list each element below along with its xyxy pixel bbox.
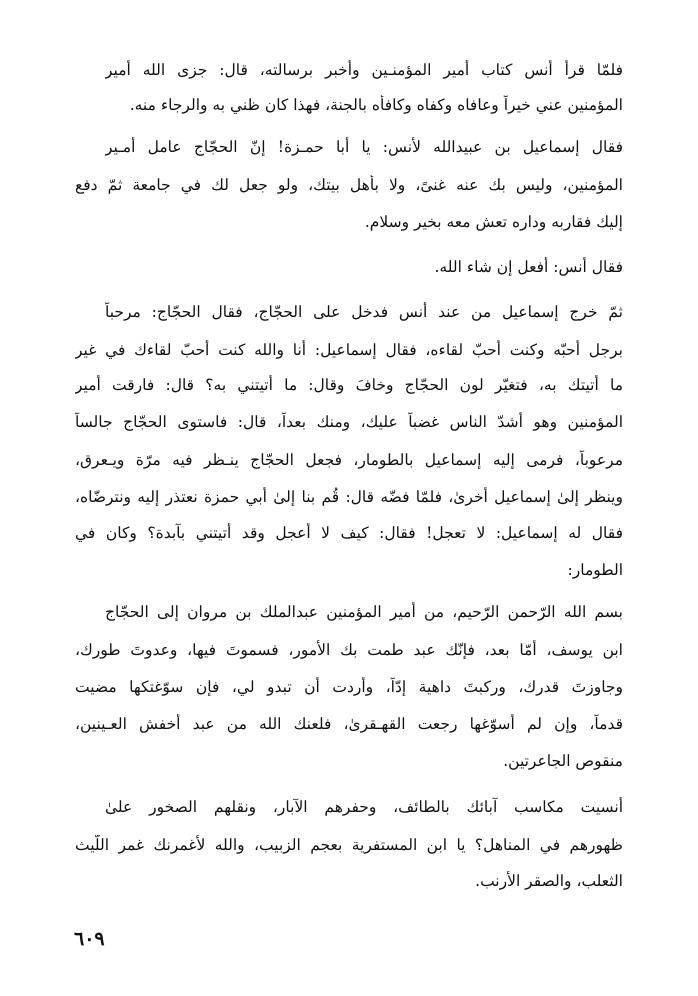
text-line: ثمّ خرج إسماعيل من عند أنس فدخل على الحجّاج، فقال الحجّاج: مرحباً [105, 303, 623, 321]
text-line: الثعلب، والصقر الأرنب. [475, 872, 623, 890]
text-line: قدماً، وإن لم أُسوّغها رجعت القهـقرىٰ، فلعنك الله من عبد أخفش العـينين، [75, 715, 623, 733]
text-line: المؤمنين عني خيراً وعافاه وكفاه وكافأه بالجنة، فهذا كان ظني به والرجاء منه. [129, 96, 623, 114]
text-line: مرعوباً، فرمى إليه إسماعيل بالطومار، فجعل الحجّاج ينـظر فيه مرّة ويـعرق، [75, 451, 623, 469]
text-line: وجاوزتَ قدرك، وركبتَ داهية إدّاً، وأردت أن تبدو لي، فإن سوّغتكها مضيت [75, 678, 623, 696]
text-line: ابن يوسف، أمّا بعد، فإنّك عبد طمت بك الأمور، فسموتَ فيها، وعدوتَ طورك، [75, 641, 623, 659]
text-line: أنسيت مكاسب آبائك بالطائف، وحفرهم الآبار، ونقلهم الصخور علىٰ [105, 798, 623, 816]
text-line: ظهورهم في المناهل؟ يا ابن المستفرية بعجم الزبيب، والله لأغمرنك غمر اللّيث [75, 836, 623, 854]
text-line: إليك فقاربه وداره تعش معه بخير وسلام. [364, 213, 623, 231]
text-line: المؤمنين، وليس بك عنه غنىً، ولا بأهل بيتك، ولو جعل لك في جامعة ثمّ دفع [75, 176, 623, 194]
text-line: فلمّا قرأ أنس كتاب أمير المؤمنـين وأخبر برسالته، قال: جزى الله أمير [105, 61, 623, 79]
text-line: وينظر إلىٰ إسماعيل أُخرىٰ، فلمّا فضّه قال: قُم بنا إلىٰ أبي حمزة نعتذر إليه ونترضّاه، [75, 488, 623, 506]
text-line: فقال أنس: أفعل إن شاء الله. [434, 258, 623, 276]
text-line: منقوص الجاعرتين. [503, 752, 623, 770]
text-line: الطومار: [567, 561, 623, 579]
text-line: برجل أُحبّه وكنت أُحبّ لقاءه، فقال إسماعيل: أنا والله كنت أُحبّ لقاءك في غير [75, 341, 623, 359]
text-line: المؤمنين وهو أشدّ الناس غضباً عليك، ومنك بعداً، قال: فاستوى الحجّاج جالساً [75, 413, 623, 431]
text-line: فقال إسماعيل بن عبيدالله لأنس: يا أبا حمـزة! إنّ الحجّاج عامل أمـير [105, 138, 623, 156]
text-line: بسم الله الرّحمن الرّحيم، من أمير المؤمنين عبدالملك بن مروان إلى الحجّاج [105, 603, 623, 621]
text-line: فقال له إسماعيل: لا تعجل! فقال: كيف لا أعجل وقد أتيتني بآبدة؟ وكان في [75, 524, 623, 542]
page-number: ٦٠٩ [74, 928, 105, 950]
text-line: ما أتيتك به، فتغيّر لون الحجّاج وخافَ وقال: ما أتيتني به؟ قال: فارقت أمير [75, 376, 623, 394]
